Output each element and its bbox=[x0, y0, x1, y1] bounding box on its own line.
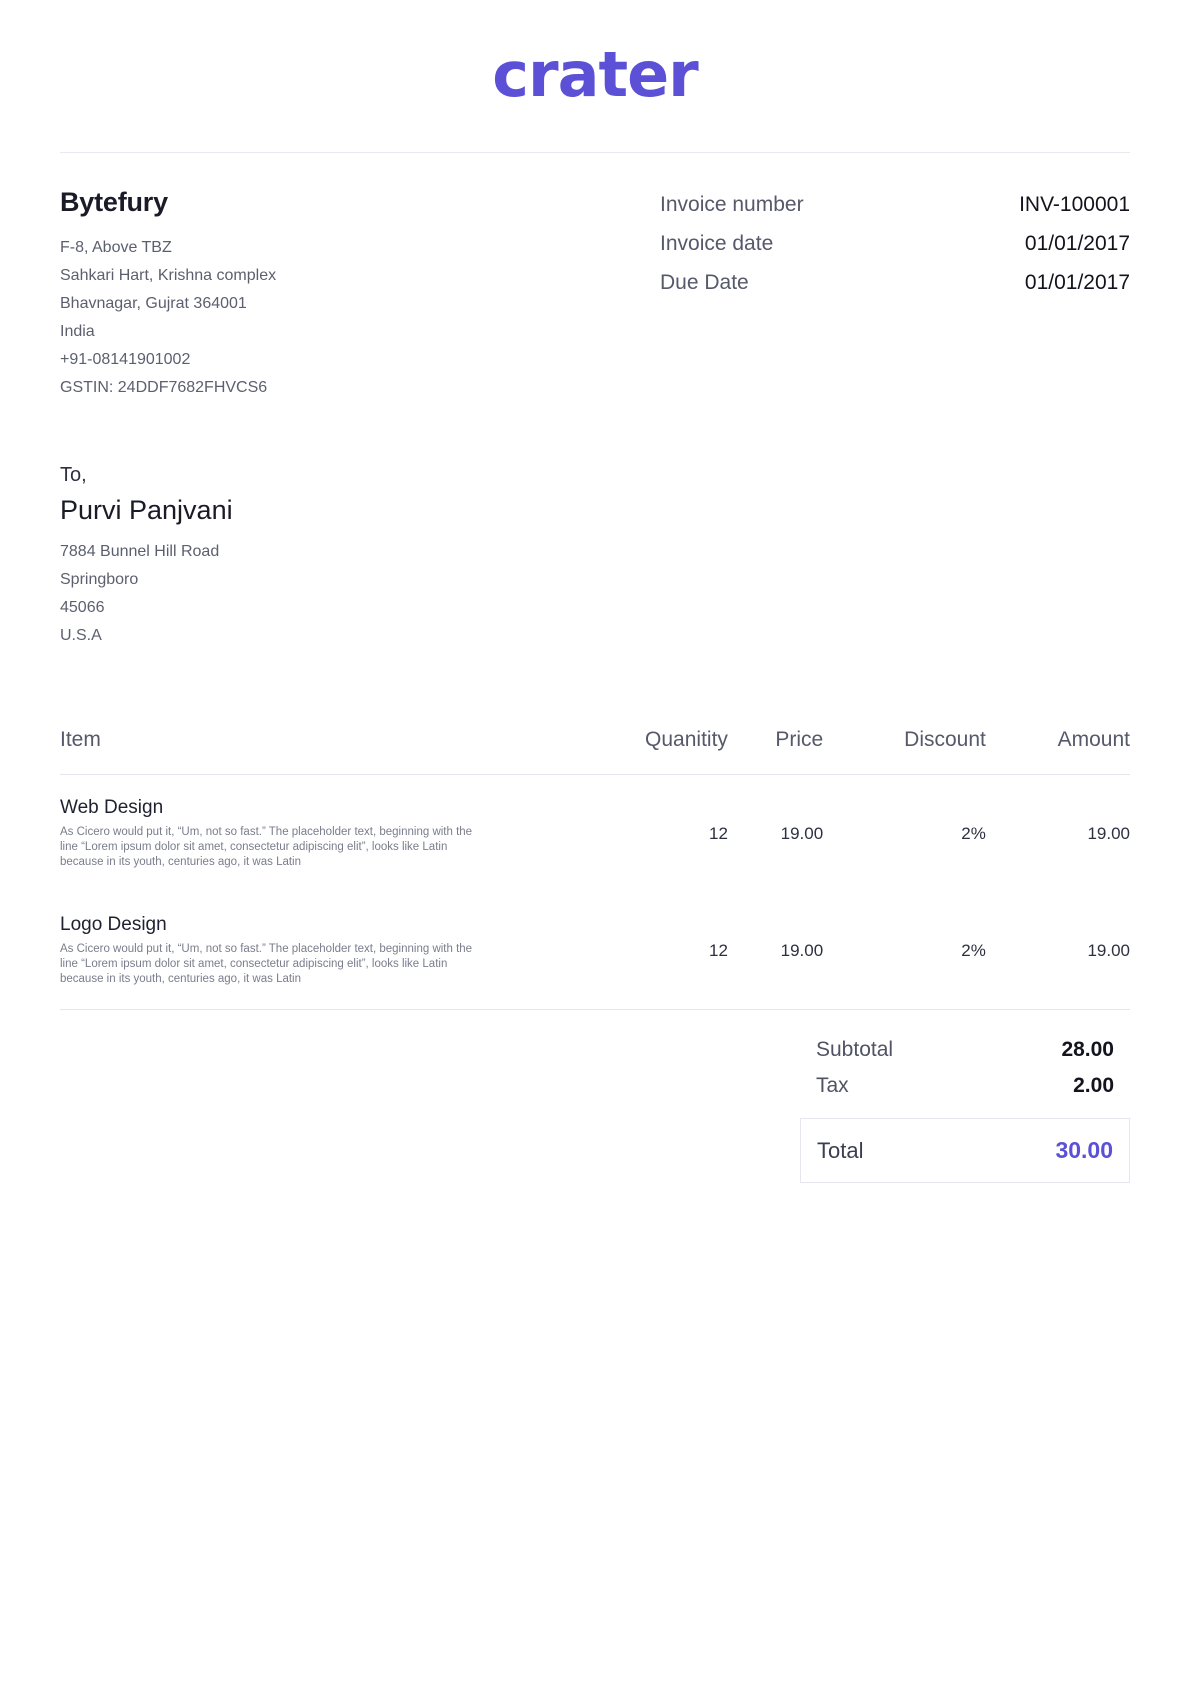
items-table bbox=[60, 728, 1130, 1009]
totals-section bbox=[0, 1010, 1190, 1183]
totals-box bbox=[800, 1032, 1130, 1183]
item-price: 19.00 bbox=[780, 940, 824, 960]
invoice-header bbox=[0, 153, 1190, 402]
items-header-row bbox=[60, 728, 1130, 775]
total-value: 30.00 bbox=[1055, 1137, 1113, 1163]
total-row bbox=[800, 1118, 1130, 1183]
invoice-date-label: Invoice date bbox=[660, 232, 774, 255]
item-cell bbox=[60, 775, 563, 893]
company-address-line: Sahkari Hart, Krishna complex bbox=[60, 267, 277, 284]
company-phone: +91-08141901002 bbox=[60, 351, 191, 368]
bill-to-name: Purvi Panjvani bbox=[60, 495, 233, 525]
column-header-quantity: Quanitity bbox=[563, 728, 728, 775]
item-description: As Cicero would put it, “Um, not so fast.” The placeholder text, beginning with the line “Lorem ipsum dolor sit amet, consectetur adipiscing elit”, looks like Latin because in its youth, centuries ago, it was Latin bbox=[60, 826, 473, 868]
bill-to-label: To, bbox=[60, 464, 87, 486]
column-header-item: Item bbox=[60, 728, 563, 775]
item-price: 19.00 bbox=[780, 823, 824, 843]
item-discount: 2% bbox=[961, 940, 986, 960]
subtotal-row bbox=[800, 1032, 1130, 1068]
total-label: Total bbox=[817, 1138, 864, 1163]
column-header-discount: Discount bbox=[823, 728, 986, 775]
table-row bbox=[60, 892, 1130, 1009]
company-address-line: F-8, Above TBZ bbox=[60, 239, 172, 256]
tax-value: 2.00 bbox=[1073, 1074, 1114, 1097]
invoice-number-value: INV-100001 bbox=[1019, 193, 1130, 216]
items-table-head bbox=[60, 728, 1130, 775]
bill-to-address-line: U.S.A bbox=[60, 627, 102, 644]
subtotal-label: Subtotal bbox=[816, 1038, 894, 1061]
item-quantity: 12 bbox=[708, 823, 728, 843]
item-quantity: 12 bbox=[708, 940, 728, 960]
item-name: Logo Design bbox=[60, 914, 167, 935]
tax-row bbox=[800, 1068, 1130, 1104]
bill-to-block bbox=[0, 402, 1190, 650]
item-amount: 19.00 bbox=[1087, 940, 1130, 960]
bill-to-address-line: Springboro bbox=[60, 571, 139, 588]
item-name: Web Design bbox=[60, 797, 164, 818]
company-name: Bytefury bbox=[60, 187, 168, 217]
tax-label: Tax bbox=[816, 1074, 849, 1097]
invoice-meta bbox=[660, 187, 1130, 402]
invoice-date-value: 01/01/2017 bbox=[1024, 232, 1130, 255]
company-block bbox=[60, 187, 276, 402]
bill-to-address-line: 7884 Bunnel Hill Road bbox=[60, 543, 220, 560]
items-section bbox=[0, 650, 1190, 1010]
due-date-value: 01/01/2017 bbox=[1024, 271, 1130, 294]
invoice-number-label: Invoice number bbox=[660, 193, 804, 216]
bill-to-address-line: 45066 bbox=[60, 599, 105, 616]
due-date-row bbox=[660, 271, 1130, 295]
due-date-label: Due Date bbox=[660, 271, 749, 294]
item-description: As Cicero would put it, “Um, not so fast.” The placeholder text, beginning with the line “Lorem ipsum dolor sit amet, consectetur adipiscing elit”, looks like Latin because in its youth, centuries ago, it was Latin bbox=[60, 943, 473, 985]
item-discount: 2% bbox=[961, 823, 986, 843]
column-header-amount: Amount bbox=[986, 728, 1130, 775]
company-address-line: Bhavnagar, Gujrat 364001 bbox=[60, 295, 247, 312]
item-amount: 19.00 bbox=[1087, 823, 1130, 843]
items-table-body bbox=[60, 775, 1130, 1010]
column-header-price: Price bbox=[728, 728, 823, 775]
brand-logo-text: crater bbox=[492, 38, 698, 111]
subtotal-value: 28.00 bbox=[1061, 1038, 1114, 1061]
company-address-line: India bbox=[60, 323, 95, 340]
table-row bbox=[60, 775, 1130, 893]
company-gstin: GSTIN: 24DDF7682FHVCS6 bbox=[60, 379, 268, 396]
brand-logo bbox=[0, 0, 1190, 111]
invoice-date-row bbox=[660, 232, 1130, 256]
invoice-number-row bbox=[660, 193, 1130, 217]
item-cell bbox=[60, 892, 563, 1009]
